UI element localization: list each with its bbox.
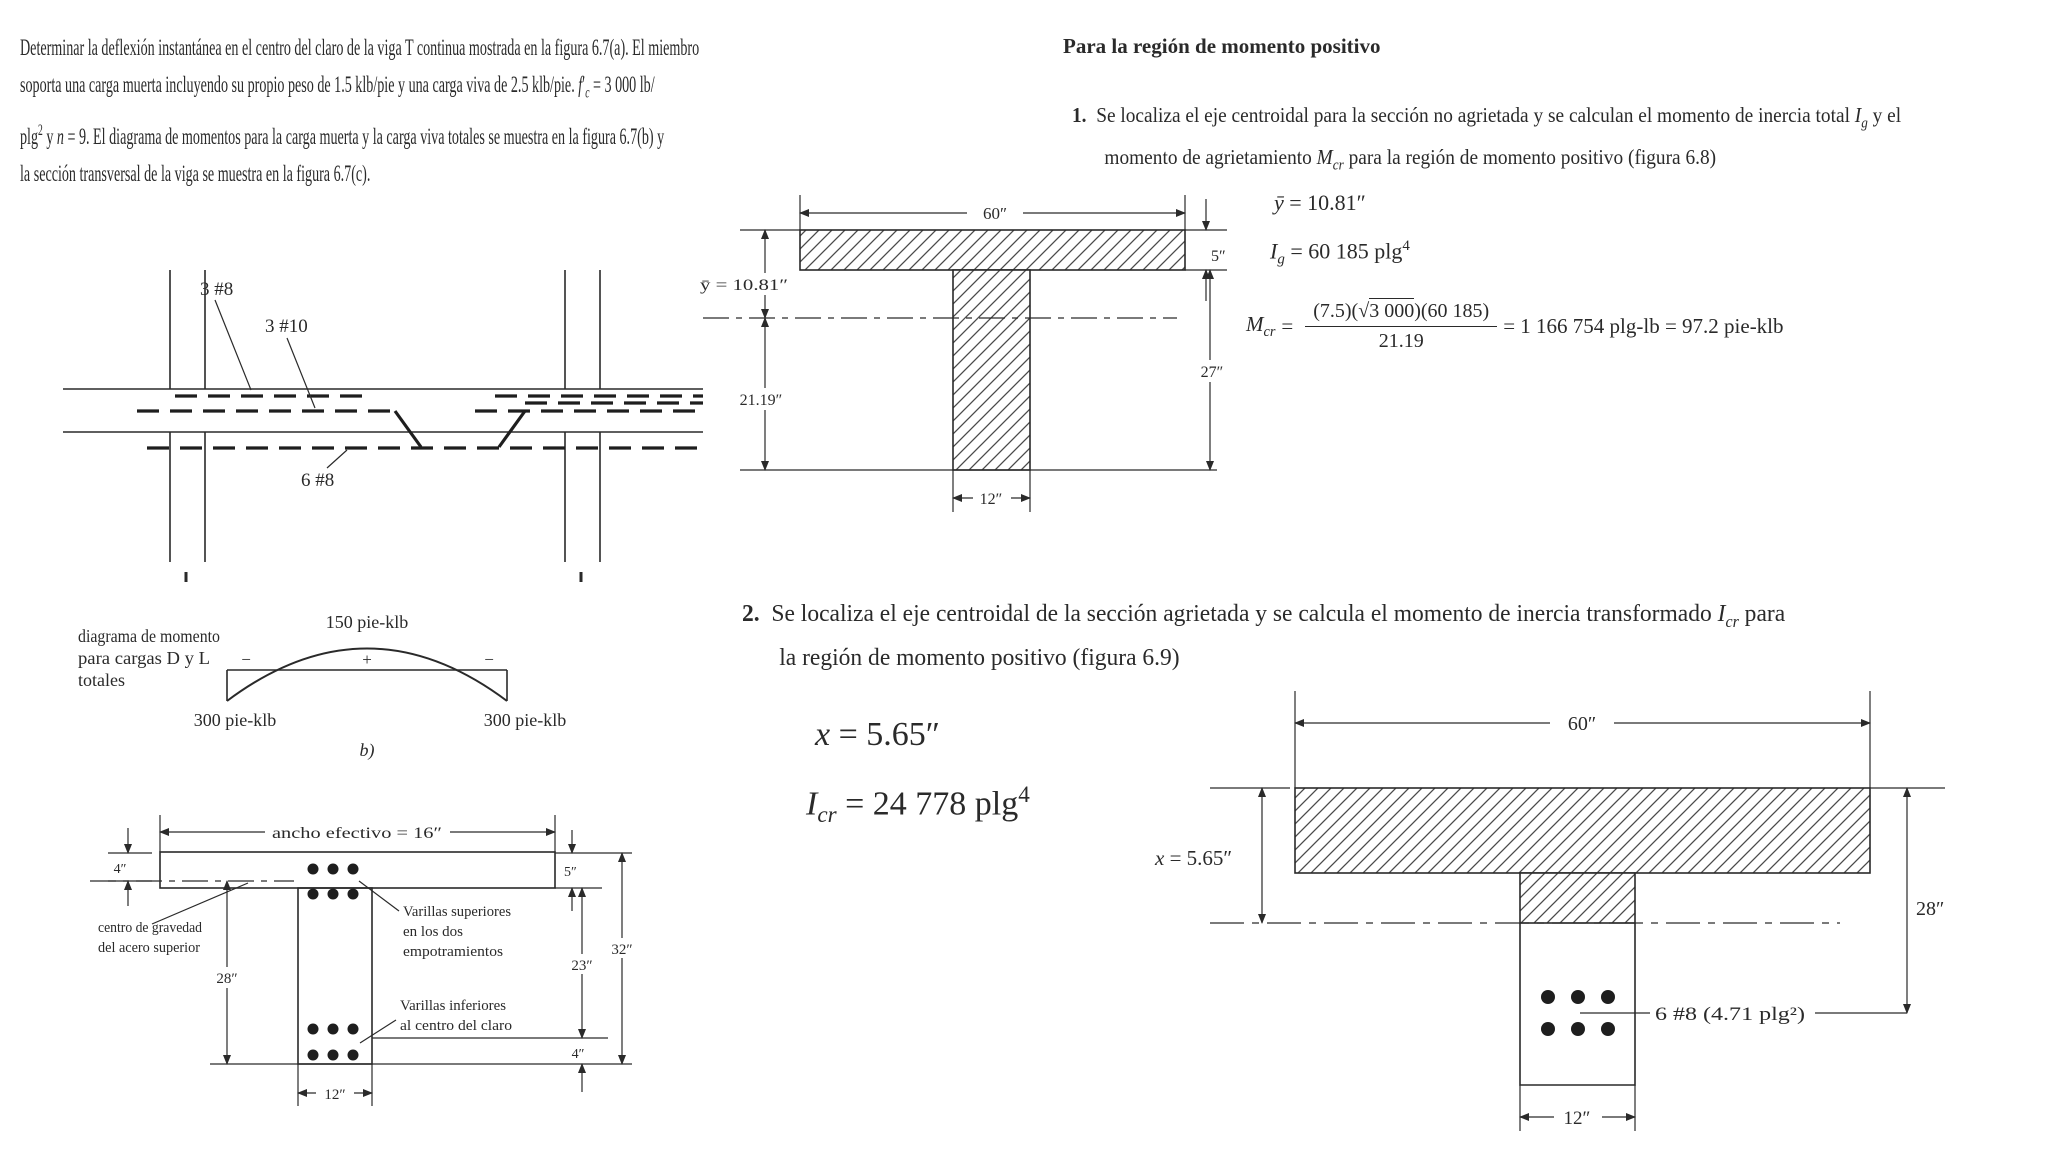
- label-300-left: 300 pie-klb: [193, 710, 277, 730]
- label-6no8: 6 #8: [301, 470, 335, 491]
- dim-12: [953, 470, 1030, 512]
- dim-12-bottom: [298, 1064, 372, 1106]
- step-1-text: Se localiza el eje centroidal para la sección no agrietada y se calculan el momento de inercia total: [1096, 103, 1855, 127]
- flange: [800, 230, 1185, 270]
- mcr-num-b: )(60 185): [1414, 300, 1490, 322]
- mcr-symbol: M: [1316, 145, 1333, 170]
- label-32in: 32″: [611, 942, 633, 958]
- leader-bottom-bars: [327, 450, 347, 468]
- web-outline: [298, 888, 372, 1064]
- x-dim-var: x: [1155, 846, 1165, 870]
- figure-cracked-t-section: [1150, 683, 2040, 1148]
- intro-line-4-text: la sección transversal de la viga se muestra en la figura 6.7(c).: [20, 160, 371, 187]
- mcr-subscript: cr: [1332, 157, 1344, 174]
- leader-bottom-bars: [360, 1020, 396, 1043]
- dim-28: [208, 881, 246, 1064]
- plg-superscript: 2: [38, 121, 43, 139]
- label-4in-bottom: 4″: [571, 1047, 585, 1062]
- label-cg-1: centro de gravedad: [98, 920, 203, 936]
- x-var: x: [815, 716, 831, 753]
- step-1-line-2: [1104, 140, 2044, 182]
- label-300-right: 300 pie-klb: [483, 710, 567, 730]
- dim-60: [800, 195, 1185, 230]
- web: [953, 270, 1030, 470]
- dim-12: [1520, 1085, 1635, 1131]
- dim-ybar: [697, 230, 800, 318]
- step-1-tail: y el: [1867, 103, 1902, 127]
- positive-moment-heading: Para la región de momento positivo: [1063, 34, 1381, 58]
- label-3no10: 3 #10: [265, 316, 308, 337]
- label-top-bars-2: en los dos: [403, 924, 463, 940]
- step-1: [1072, 98, 2044, 183]
- ybar-symbol: ȳ: [1274, 190, 1284, 215]
- step-2-tail: para: [1738, 601, 1786, 627]
- intro-line-1-text: Determinar la deflexión instantánea en el centro del claro de la viga T continua mostrada en la figura 6.7(a). El miembro: [20, 35, 700, 61]
- flange-hatched: [1295, 788, 1870, 873]
- dim-21-19: [733, 318, 791, 470]
- mcr-sub: cr: [1263, 324, 1276, 341]
- label-4in-top: 4″: [113, 862, 127, 877]
- ig-subscript: g: [1861, 115, 1868, 132]
- intro-line-4: [20, 156, 776, 193]
- step-2-text: Se localiza el eje centroidal de la sección agrietada y se calcula el momento de inercia transformado: [771, 601, 1718, 627]
- icr-symbol: I: [1717, 601, 1726, 627]
- step-1-number: 1.: [1072, 103, 1087, 127]
- step-1-line-1: [1072, 98, 2044, 140]
- ig-exponent: 4: [1402, 238, 1410, 254]
- icr-var: I: [806, 785, 818, 823]
- label-12in: 12″: [979, 491, 1003, 508]
- label-3no8: 3 #8: [200, 279, 234, 300]
- minus-sign-right: −: [484, 650, 494, 669]
- figure-beam-elevation: [55, 262, 725, 592]
- step-2: [742, 596, 2036, 677]
- label-ybar: ȳ = 10.81″: [700, 277, 788, 294]
- icr-exponent: 4: [1018, 782, 1030, 808]
- fc-symbol: f: [578, 72, 583, 98]
- label-12in: 12″: [1563, 1108, 1591, 1129]
- step-1-line-2-tail: para la región de momento positivo (figura 6.8): [1343, 145, 1717, 170]
- sqrt-icon: √: [1358, 300, 1370, 322]
- formula-x: [815, 716, 940, 754]
- ybar-value: = 10.81″: [1283, 190, 1366, 215]
- label-150-pie-klb: 150 pie-klb: [325, 612, 409, 632]
- plg-text: plg: [20, 123, 39, 150]
- icr-value: = 24 778 plg: [836, 785, 1019, 823]
- intro-line-3-mid: y: [42, 123, 57, 150]
- intro-line-3: [20, 112, 776, 156]
- dim-27: [1195, 270, 1229, 470]
- step-2-number: 2.: [742, 601, 760, 627]
- step-2-line-2: la región de momento positivo (figura 6.9): [779, 644, 1180, 671]
- moment-caption-2: para cargas D y L: [78, 648, 210, 668]
- top-rebar-dots: [308, 864, 359, 900]
- label-6no8: 6 #8 (4.71 plg²): [1655, 1004, 1805, 1025]
- formula-ybar: [1274, 190, 1366, 216]
- dim-5: [1185, 199, 1227, 301]
- figure-cross-section-c: [70, 812, 660, 1147]
- label-60in: 60″: [1567, 713, 1597, 735]
- icr-sub: cr: [817, 802, 837, 829]
- intro-paragraph: [20, 30, 776, 193]
- minus-sign-left: −: [241, 650, 251, 669]
- label-21-19in: 21.19″: [739, 392, 783, 409]
- label-5in-right: 5″: [564, 865, 577, 880]
- label-27in: 27″: [1200, 364, 1224, 381]
- dim-28: [1870, 788, 1956, 1013]
- dim-5-right: [555, 830, 632, 911]
- label-cg-2: del acero superior: [98, 940, 200, 956]
- dim-4-bottom: [572, 1047, 585, 1092]
- label-5in: 5″: [1211, 248, 1226, 265]
- mcr-num-a: (7.5)(: [1313, 300, 1359, 322]
- mcr-numerator: [1305, 300, 1497, 327]
- beam-and-columns: [63, 270, 703, 582]
- mcr-denominator: 21.19: [1378, 330, 1424, 352]
- x-value: = 5.65″: [830, 716, 940, 753]
- web-stub-hatched: [1520, 873, 1635, 923]
- intro-line-2: [20, 67, 776, 112]
- mcr-equals: =: [1281, 314, 1294, 338]
- intro-line-2-tail: = 3 000 lb/: [589, 72, 655, 98]
- label-60in: 60″: [982, 204, 1008, 223]
- label-28in: 28″: [1916, 898, 1945, 920]
- leader-cg: [152, 883, 248, 924]
- fc-subscript: c: [585, 84, 590, 102]
- ig-value: = 60 185 plg: [1284, 238, 1403, 264]
- label-bottom-bars-1: Varillas inferiores: [400, 998, 507, 1014]
- intro-line-1: [20, 30, 776, 67]
- ig-sub: g: [1277, 251, 1285, 268]
- mcr-lhs: [1246, 312, 1275, 341]
- formula-mcr: [1246, 300, 1784, 353]
- dim-23: [566, 888, 599, 1038]
- label-x: [1154, 846, 1232, 870]
- icr-subscript: cr: [1725, 611, 1739, 631]
- figure-gross-t-section: [695, 185, 1245, 553]
- x-dim-value: = 5.65″: [1164, 846, 1233, 870]
- intro-line-2-text: soporta una carga muerta incluyendo su propio peso de 1.5 klb/pie y una carga viva de 2.5 klb/pie.: [20, 72, 579, 98]
- reinforcement-bars: [137, 396, 703, 448]
- label-top-bars-3: empotramientos: [403, 944, 504, 960]
- moment-caption-3: totales: [78, 670, 125, 690]
- mcr-var: M: [1246, 311, 1264, 336]
- fc-prime: ′: [582, 72, 586, 98]
- dim-32: [606, 853, 639, 1064]
- formula-icr: [806, 782, 1030, 829]
- leader-top-bars: [359, 881, 399, 911]
- step-1-line-2-text: momento de agrietamiento: [1104, 145, 1317, 170]
- label-effective-width: ancho efectivo = 16″: [272, 825, 442, 842]
- mcr-fraction: [1305, 300, 1497, 353]
- figure-b-tag: b): [359, 740, 375, 760]
- step-2-line-1: [742, 596, 2036, 640]
- moment-caption-1: diagrama de momento: [78, 626, 220, 646]
- formula-ig: [1270, 238, 1410, 269]
- dim-60: [1295, 691, 1870, 788]
- ig-var: I: [1270, 238, 1278, 264]
- ig-symbol: I: [1854, 103, 1862, 127]
- dim-4-top: [108, 828, 152, 906]
- bottom-rebar-dots: [308, 1024, 359, 1061]
- mcr-radicand: 3 000: [1369, 300, 1415, 322]
- label-23in: 23″: [571, 958, 593, 974]
- label-12in-c: 12″: [324, 1087, 346, 1103]
- plus-sign: +: [362, 650, 372, 669]
- web-outline-lower: [1520, 923, 1635, 1085]
- label-bottom-bars-2: al centro del claro: [400, 1018, 512, 1034]
- dim-effective-width: [160, 815, 555, 852]
- mcr-result: = 1 166 754 plg-lb = 97.2 pie-klb: [1503, 314, 1784, 338]
- n-symbol: n: [56, 123, 64, 150]
- figure-moment-diagram: [65, 608, 625, 773]
- label-28in: 28″: [216, 971, 238, 987]
- dim-x: [1150, 788, 1290, 923]
- leader-top-bars: [215, 300, 251, 390]
- label-top-bars-1: Varillas superiores: [403, 904, 512, 920]
- intro-line-3-tail: = 9. El diagrama de momentos para la carga muerta y la carga viva totales se muestra en la figura 6.7(b) y: [63, 123, 665, 150]
